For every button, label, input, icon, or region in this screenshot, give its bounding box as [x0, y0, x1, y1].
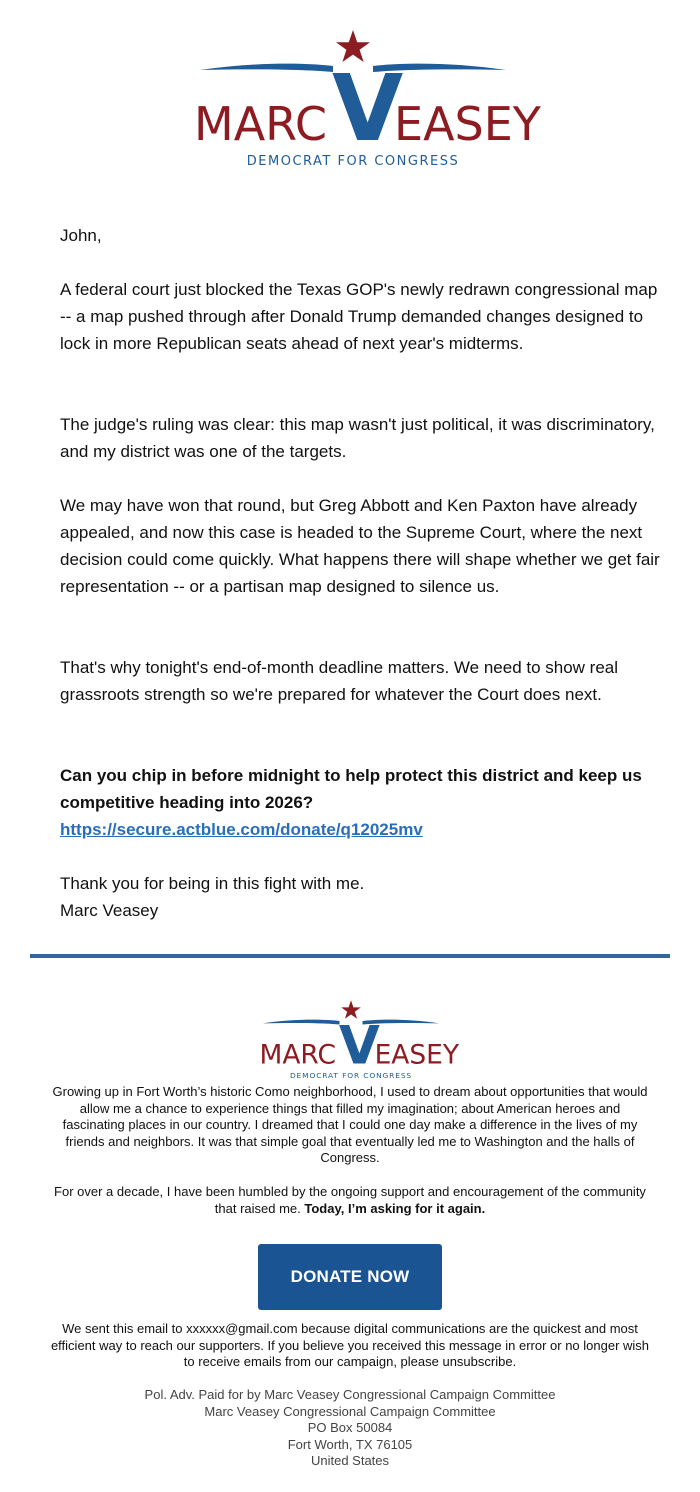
- paid-for-line: Pol. Adv. Paid for by Marc Veasey Congressional Campaign Committee: [144, 1387, 556, 1402]
- closing-text: Thank you for being in this fight with me.: [60, 874, 365, 893]
- bio-paragraph-2: [48, 1184, 652, 1217]
- bio2-text: For over a decade, I have been humbled by the ongoing support and encouragement of the community that raised me.: [54, 1184, 646, 1216]
- city-line: Fort Worth, TX 76105: [287, 1436, 413, 1452]
- bio2-bold-text: Today, I’m asking for it again.: [304, 1200, 486, 1216]
- greeting: John,: [60, 226, 102, 245]
- bio-paragraph: Growing up in Fort Worth’s historic Como neighborhood, I used to dream about opportunities that would allow me a chance to experience things that filled my imagination; about American heroes and fascinating places in our country. I dreamed that I could one day make a difference in the lives of my friends and neighbors. It was that simple goal that eventually led me to Washington and the halls of Congress.: [52, 1084, 648, 1165]
- swoosh-left: [200, 64, 333, 72]
- logo-name-v: V: [332, 55, 404, 162]
- closing-block: [60, 870, 660, 924]
- logo-name-right: EASEY: [374, 1039, 460, 1071]
- swoosh-left: [263, 1020, 340, 1025]
- logo-name-v: V: [338, 1015, 380, 1077]
- paragraph-court-ruling: A federal court just blocked the Texas GOP's newly redrawn congressional map -- a map pushed through after Donald Trump demanded changes designed to lock in more Republican seats ahead of next year's midterms.: [60, 280, 658, 353]
- footer-logo-graphic: [256, 998, 460, 1082]
- signature: Marc Veasey: [60, 901, 159, 920]
- ask-text: Can you chip in before midnight to help protect this district and keep us competitive heading into 2026?: [60, 766, 642, 812]
- header-logo-graphic: [188, 26, 541, 172]
- donate-now-button[interactable]: DONATE NOW: [258, 1244, 442, 1310]
- po-box-line: PO Box 50084: [307, 1420, 393, 1435]
- paragraph-judge-ruling: The judge's ruling was clear: this map wasn't just political, it was discriminatory, and my district was one of the targets.: [60, 415, 655, 461]
- logo-name-left: MARC: [194, 97, 327, 151]
- paragraph-appeal: We may have won that round, but Greg Abbott and Ken Paxton have already appealed, and now this case is headed to the Supreme Court, where the next decision could come quickly. What happens there will shape whether we get fair representation -- or a partisan map designed to silence us.: [60, 496, 660, 596]
- section-divider: [30, 954, 670, 958]
- legal-disclaimer: [48, 1387, 652, 1470]
- email-notice: We sent this email to xxxxxx@gmail.com because digital communications are the quickest and most efficient way to reach our supporters. If you believe you received this message in error or no longer wish to receive emails from our campaign, please unsubscribe.: [50, 1321, 650, 1369]
- logo-name-left: MARC: [259, 1039, 336, 1071]
- committee-line: Marc Veasey Congressional Campaign Committee: [204, 1403, 496, 1419]
- country-line: United States: [310, 1453, 390, 1468]
- paragraph-deadline: That's why tonight's end-of-month deadline matters. We need to show real grassroots strength so we're prepared for whatever the Court does next.: [60, 658, 619, 704]
- logo-tagline: DEMOCRAT FOR CONGRESS: [246, 154, 460, 169]
- header-logo: [188, 26, 541, 172]
- donation-ask: [60, 762, 660, 843]
- footer-logo: [256, 998, 460, 1082]
- logo-tagline: DEMOCRAT FOR CONGRESS: [289, 1070, 413, 1080]
- donate-link[interactable]: https://secure.actblue.com/donate/q12025mv: [60, 820, 423, 839]
- logo-name-right: EASEY: [394, 97, 541, 151]
